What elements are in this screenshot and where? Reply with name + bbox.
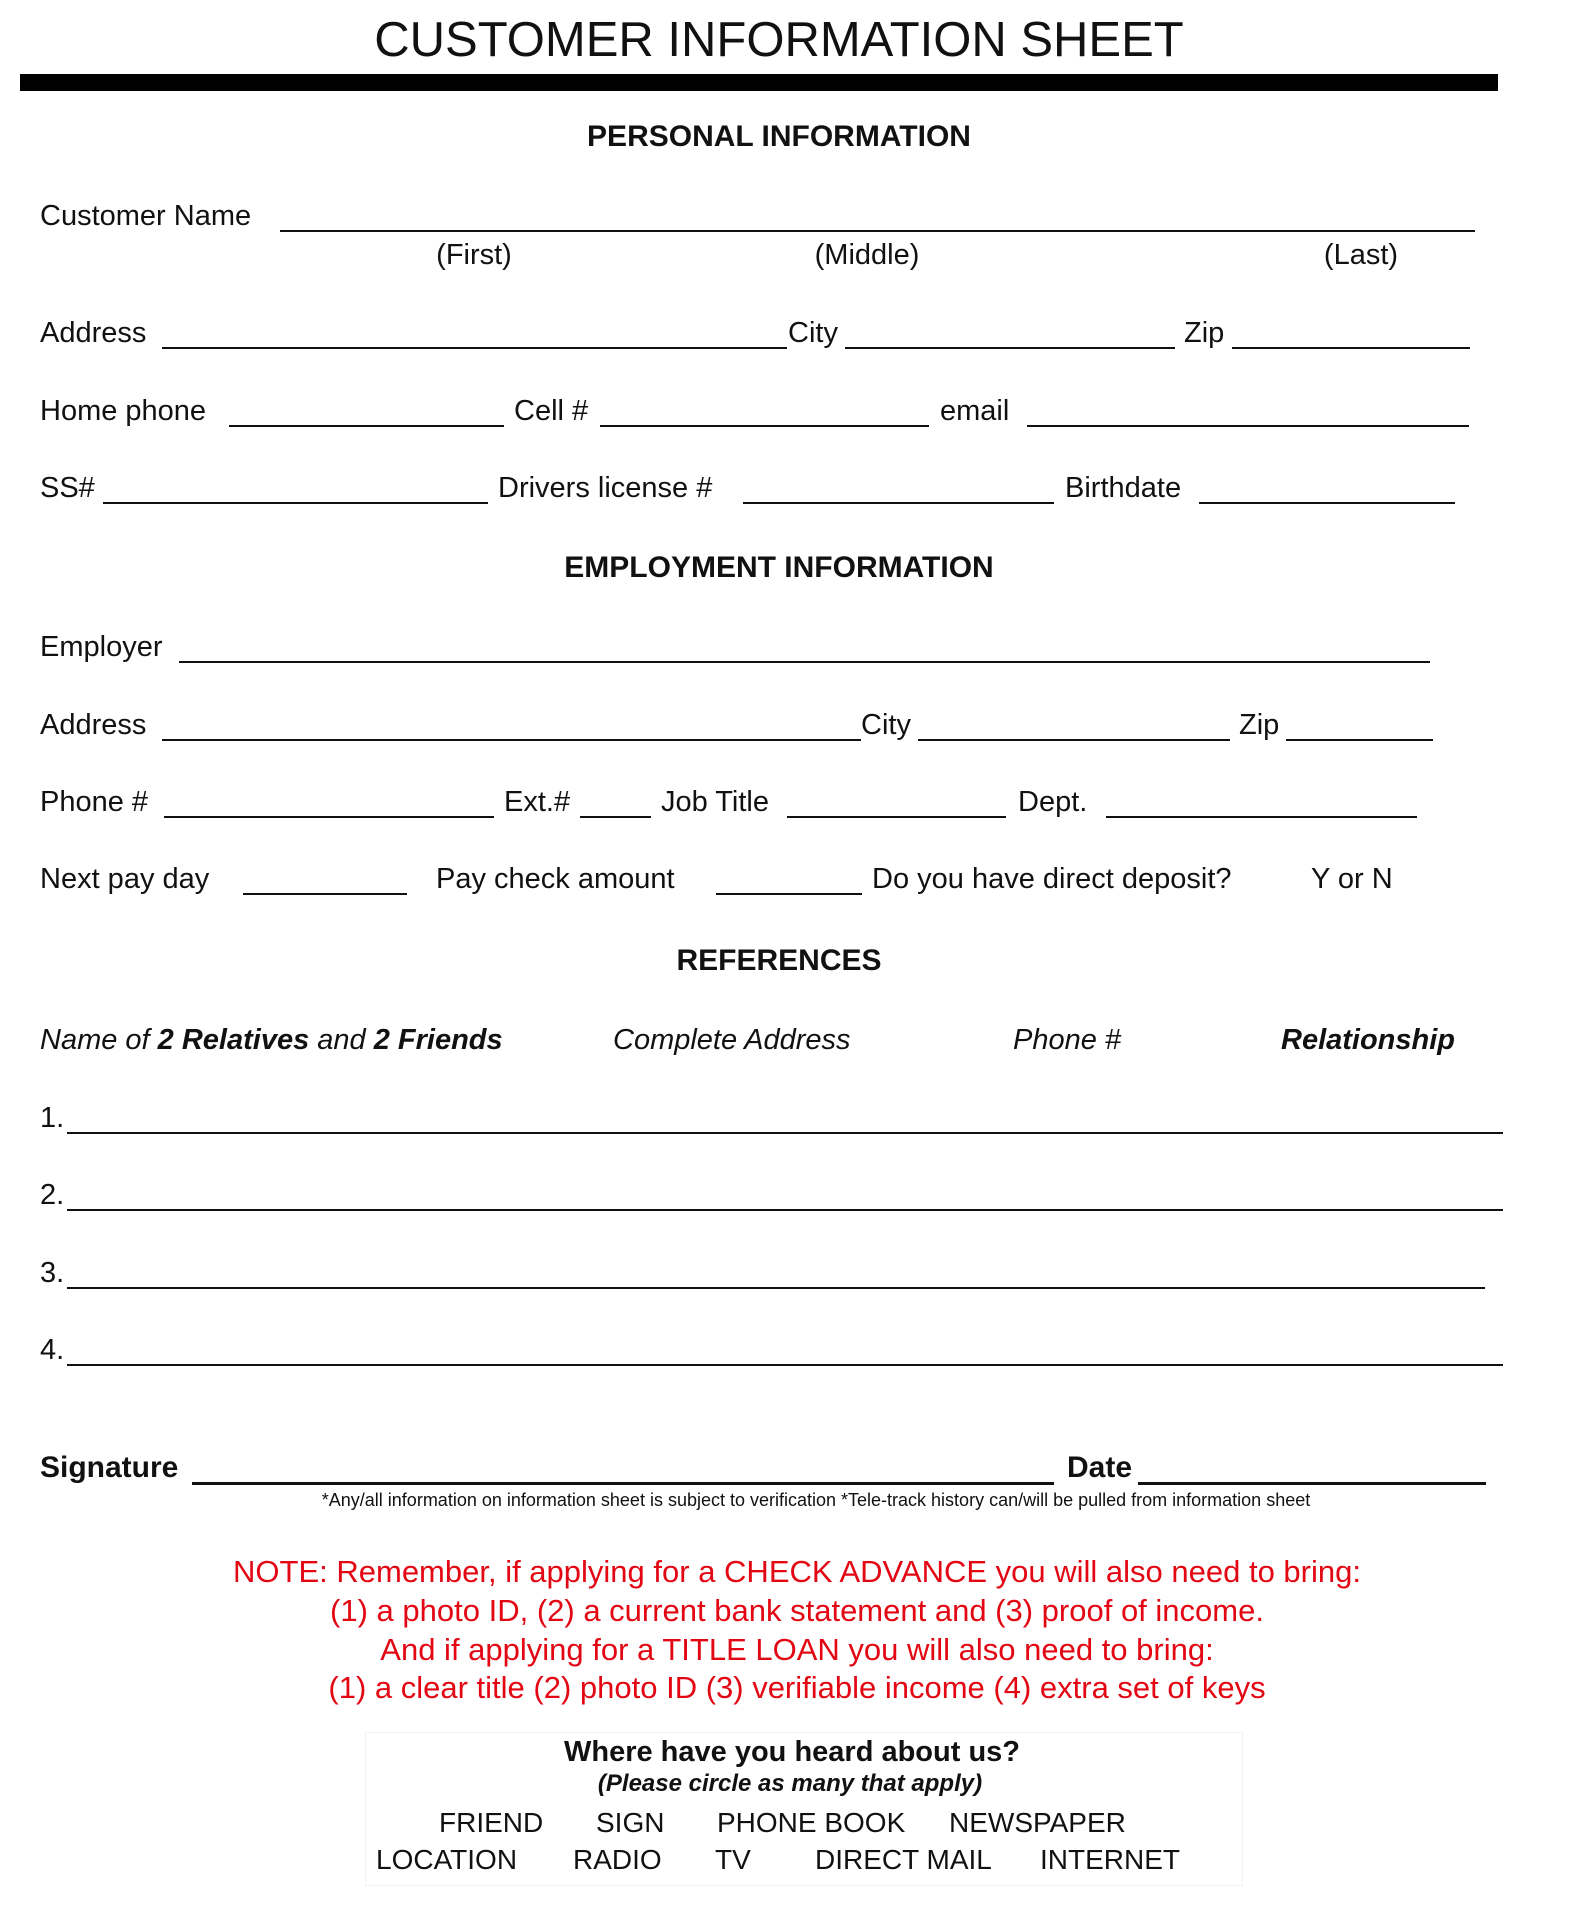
field-next-pay-day[interactable] bbox=[243, 893, 407, 895]
field-address[interactable] bbox=[162, 347, 787, 349]
field-job-title[interactable] bbox=[787, 816, 1006, 818]
reference-row-number: 1. bbox=[40, 1102, 65, 1134]
disclaimer: *Any/all information on information sheet is subject to verification *Tele-track history can/will be pulled from information sheet bbox=[321, 1490, 1311, 1510]
column-header-address: Complete Address bbox=[613, 1024, 851, 1056]
field-ss[interactable] bbox=[103, 502, 488, 504]
survey-instruction: (Please circle as many that apply) bbox=[597, 1770, 983, 1797]
label-city: City bbox=[788, 317, 838, 349]
field-reference-2[interactable] bbox=[67, 1209, 1503, 1211]
survey-option-internet[interactable]: INTERNET bbox=[1040, 1844, 1180, 1875]
label-ext: Ext.# bbox=[504, 786, 571, 818]
field-reference-1[interactable] bbox=[67, 1132, 1503, 1134]
survey-question: Where have you heard about us? bbox=[563, 1736, 1021, 1768]
note-line: (1) a clear title (2) photo ID (3) verifiable income (4) extra set of keys bbox=[328, 1670, 1266, 1705]
field-employer[interactable] bbox=[179, 661, 1430, 663]
field-employer-phone[interactable] bbox=[164, 816, 494, 818]
survey-option-location[interactable]: LOCATION bbox=[376, 1844, 518, 1875]
field-city[interactable] bbox=[845, 347, 1175, 349]
column-header-relationship: Relationship bbox=[1281, 1024, 1456, 1056]
survey-option-radio[interactable]: RADIO bbox=[573, 1844, 662, 1875]
label-employer-address: Address bbox=[40, 709, 147, 741]
survey-option-direct-mail[interactable]: DIRECT MAIL bbox=[815, 1844, 992, 1875]
field-customer-name[interactable] bbox=[280, 230, 1475, 232]
label-job-title: Job Title bbox=[661, 786, 769, 818]
label-address: Address bbox=[40, 317, 147, 349]
field-employer-zip[interactable] bbox=[1286, 739, 1433, 741]
field-email[interactable] bbox=[1027, 425, 1469, 427]
field-date[interactable] bbox=[1138, 1482, 1486, 1485]
reference-row-number: 2. bbox=[40, 1179, 65, 1211]
col-name-b: 2 Relatives bbox=[157, 1024, 310, 1056]
label-first: (First) bbox=[436, 239, 512, 271]
label-drivers-license: Drivers license # bbox=[498, 472, 713, 504]
survey-option-sign[interactable]: SIGN bbox=[596, 1807, 665, 1838]
reference-row-number: 4. bbox=[40, 1334, 65, 1366]
label-date: Date bbox=[1067, 1451, 1133, 1484]
section-heading-personal: PERSONAL INFORMATION bbox=[587, 120, 971, 153]
label-email: email bbox=[940, 395, 1010, 427]
note-line: And if applying for a TITLE LOAN you will also need to bring: bbox=[380, 1632, 1214, 1667]
label-cell: Cell # bbox=[514, 395, 589, 427]
field-pay-check-amount[interactable] bbox=[716, 893, 862, 895]
col-name-a: Name of bbox=[40, 1024, 158, 1056]
label-signature: Signature bbox=[40, 1451, 179, 1484]
label-employer-zip: Zip bbox=[1239, 709, 1280, 741]
section-heading-references: REFERENCES bbox=[676, 944, 882, 977]
reference-row-number: 3. bbox=[40, 1257, 65, 1289]
label-pay-check-amount: Pay check amount bbox=[436, 863, 675, 895]
survey-option-tv[interactable]: TV bbox=[715, 1844, 751, 1875]
title-rule bbox=[20, 74, 1498, 91]
field-cell[interactable] bbox=[600, 425, 929, 427]
field-employer-city[interactable] bbox=[918, 739, 1230, 741]
field-ext[interactable] bbox=[580, 816, 651, 818]
label-middle: (Middle) bbox=[814, 239, 920, 271]
label-last: (Last) bbox=[1323, 239, 1399, 271]
label-dept: Dept. bbox=[1018, 786, 1088, 818]
column-header-name bbox=[40, 1023, 503, 1057]
field-zip[interactable] bbox=[1232, 347, 1470, 349]
survey-option-newspaper[interactable]: NEWSPAPER bbox=[949, 1807, 1126, 1838]
survey-option-friend[interactable]: FRIEND bbox=[439, 1807, 544, 1838]
section-heading-employment: EMPLOYMENT INFORMATION bbox=[564, 551, 994, 584]
label-ss: SS# bbox=[40, 472, 95, 504]
label-employer-phone: Phone # bbox=[40, 786, 149, 818]
direct-deposit-choice[interactable]: Y or N bbox=[1311, 863, 1393, 895]
col-name-d: 2 Friends bbox=[373, 1024, 503, 1056]
note-line: (1) a photo ID, (2) a current bank statement and (3) proof of income. bbox=[330, 1593, 1264, 1628]
note-line: NOTE: Remember, if applying for a CHECK ADVANCE you will also need to bring: bbox=[233, 1554, 1361, 1589]
page-title: CUSTOMER INFORMATION SHEET bbox=[374, 13, 1184, 67]
survey-option-phone-book[interactable]: PHONE BOOK bbox=[717, 1807, 906, 1838]
field-drivers-license[interactable] bbox=[743, 502, 1054, 504]
label-next-pay-day: Next pay day bbox=[40, 863, 210, 895]
field-reference-3[interactable] bbox=[67, 1287, 1485, 1289]
label-direct-deposit: Do you have direct deposit? bbox=[872, 863, 1232, 895]
field-employer-address[interactable] bbox=[162, 739, 861, 741]
field-signature[interactable] bbox=[192, 1482, 1054, 1485]
field-reference-4[interactable] bbox=[67, 1364, 1503, 1366]
field-birthdate[interactable] bbox=[1199, 502, 1455, 504]
label-employer-city: City bbox=[861, 709, 911, 741]
col-name-c: and bbox=[309, 1024, 374, 1056]
field-home-phone[interactable] bbox=[229, 425, 504, 427]
label-home-phone: Home phone bbox=[40, 395, 207, 427]
field-dept[interactable] bbox=[1106, 816, 1417, 818]
label-zip: Zip bbox=[1184, 317, 1225, 349]
label-employer: Employer bbox=[40, 631, 163, 663]
label-customer-name: Customer Name bbox=[40, 200, 252, 232]
label-birthdate: Birthdate bbox=[1065, 472, 1182, 504]
column-header-phone: Phone # bbox=[1013, 1024, 1122, 1056]
